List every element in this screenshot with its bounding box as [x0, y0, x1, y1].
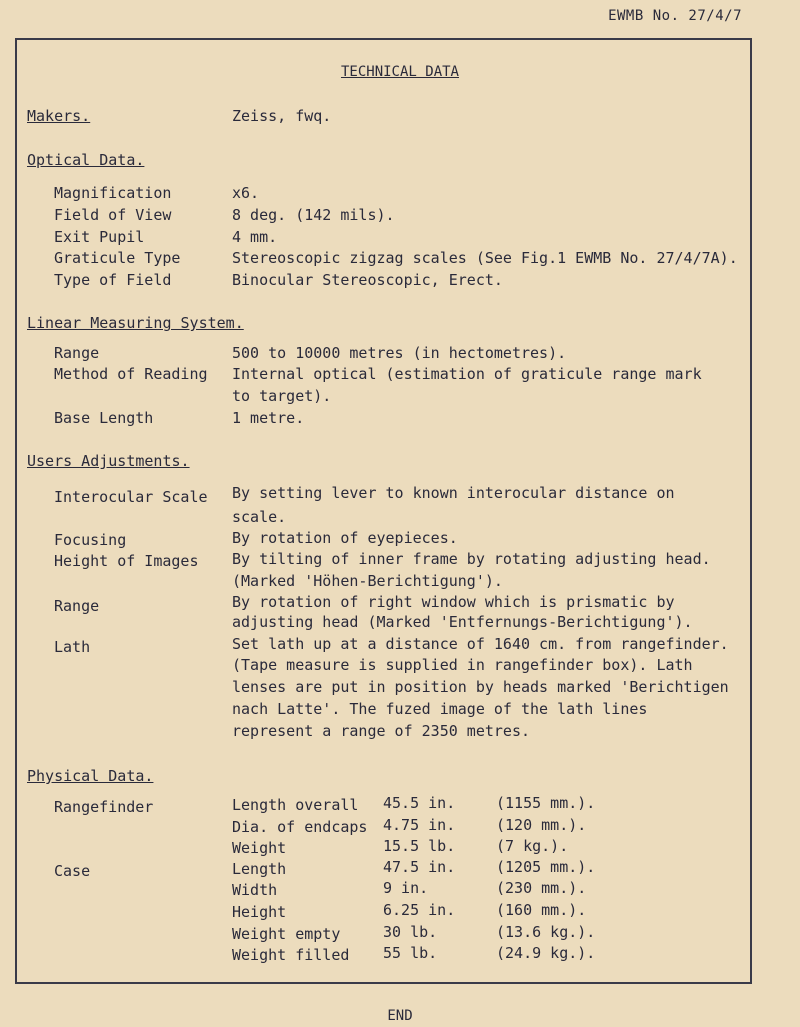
physical-imperial: 45.5 in. — [383, 794, 456, 812]
optical-label: Graticule Type — [54, 249, 181, 267]
physical-metric: (1155 mm.). — [496, 794, 596, 812]
optical-value: Stereoscopic zigzag scales (See Fig.1 EWMB No. 27/4/7A). — [232, 249, 738, 267]
physical-item: Length — [232, 860, 287, 878]
lath-line: lenses are put in position by heads marked 'Berichtigen — [232, 678, 729, 696]
page-title: TECHNICAL DATA — [340, 64, 459, 80]
lath-label: Lath — [54, 638, 91, 656]
users-adjustments-heading: Users Adjustments. — [27, 452, 190, 470]
lath-line: represent a range of 2350 metres. — [232, 722, 531, 740]
physical-imperial: 4.75 in. — [383, 816, 456, 834]
focusing-value: By rotation of eyepieces. — [232, 529, 458, 547]
base-length-value: 1 metre. — [232, 409, 305, 427]
adjust-range-label: Range — [54, 597, 100, 615]
height-of-images-line: (Marked 'Höhen-Berichtigung'). — [232, 572, 503, 590]
physical-metric: (7 kg.). — [496, 837, 569, 855]
optical-data-heading: Optical Data. — [27, 151, 145, 169]
physical-metric: (13.6 kg.). — [496, 923, 596, 941]
physical-imperial: 47.5 in. — [383, 858, 456, 876]
makers-heading: Makers. — [27, 107, 91, 125]
physical-item: Weight filled — [232, 946, 350, 964]
optical-value: x6. — [232, 184, 260, 202]
adjust-range-line: By rotation of right window which is prismatic by — [232, 593, 675, 611]
physical-imperial: 55 lb. — [383, 944, 438, 962]
physical-item: Weight empty — [232, 925, 341, 943]
physical-metric: (120 mm.). — [496, 816, 587, 834]
end-marker: END — [387, 1008, 413, 1024]
physical-item: Weight — [232, 839, 287, 857]
physical-item: Length overall — [232, 796, 359, 814]
document-reference: EWMB No. 27/4/7 — [608, 8, 742, 24]
base-length-label: Base Length — [54, 409, 154, 427]
physical-imperial: 30 lb. — [383, 923, 438, 941]
physical-data-heading: Physical Data. — [27, 767, 154, 785]
physical-metric: (24.9 kg.). — [496, 944, 596, 962]
optical-value: 4 mm. — [232, 228, 278, 246]
linear-measuring-heading: Linear Measuring System. — [27, 314, 244, 332]
linear-range-label: Range — [54, 344, 100, 362]
makers-value: Zeiss, fwq. — [232, 107, 332, 125]
optical-label: Magnification — [54, 184, 172, 202]
physical-metric: (230 mm.). — [496, 879, 587, 897]
lath-line: nach Latte'. The fuzed image of the lath lines — [232, 700, 648, 718]
optical-label: Type of Field — [54, 271, 172, 289]
interocular-scale-line: By setting lever to known interocular distance on — [232, 484, 675, 502]
optical-label: Field of View — [54, 206, 172, 224]
interocular-scale-line: scale. — [232, 508, 287, 526]
physical-metric: (1205 mm.). — [496, 858, 596, 876]
method-of-reading-line: Internal optical (estimation of graticule range mark — [232, 365, 702, 383]
height-of-images-line: By tilting of inner frame by rotating adjusting head. — [232, 550, 711, 568]
physical-item: Height — [232, 903, 287, 921]
optical-value: Binocular Stereoscopic, Erect. — [232, 271, 503, 289]
method-of-reading-label: Method of Reading — [54, 365, 208, 383]
physical-item: Dia. of endcaps — [232, 818, 368, 836]
optical-value: 8 deg. (142 mils). — [232, 206, 395, 224]
physical-imperial: 6.25 in. — [383, 901, 456, 919]
optical-label: Exit Pupil — [54, 228, 145, 246]
physical-item: Width — [232, 881, 278, 899]
physical-imperial: 15.5 lb. — [383, 837, 456, 855]
rangefinder-label: Rangefinder — [54, 798, 154, 816]
physical-imperial: 9 in. — [383, 879, 429, 897]
interocular-scale-label: Interocular Scale — [54, 488, 208, 506]
lath-line: Set lath up at a distance of 1640 cm. from rangefinder. — [232, 635, 729, 653]
case-label: Case — [54, 862, 91, 880]
focusing-label: Focusing — [54, 531, 127, 549]
linear-range-value: 500 to 10000 metres (in hectometres). — [232, 344, 567, 362]
height-of-images-label: Height of Images — [54, 552, 199, 570]
lath-line: (Tape measure is supplied in rangefinder box). Lath — [232, 656, 693, 674]
physical-metric: (160 mm.). — [496, 901, 587, 919]
method-of-reading-line: to target). — [232, 387, 332, 405]
adjust-range-line: adjusting head (Marked 'Entfernungs-Berichtigung'). — [232, 613, 693, 631]
